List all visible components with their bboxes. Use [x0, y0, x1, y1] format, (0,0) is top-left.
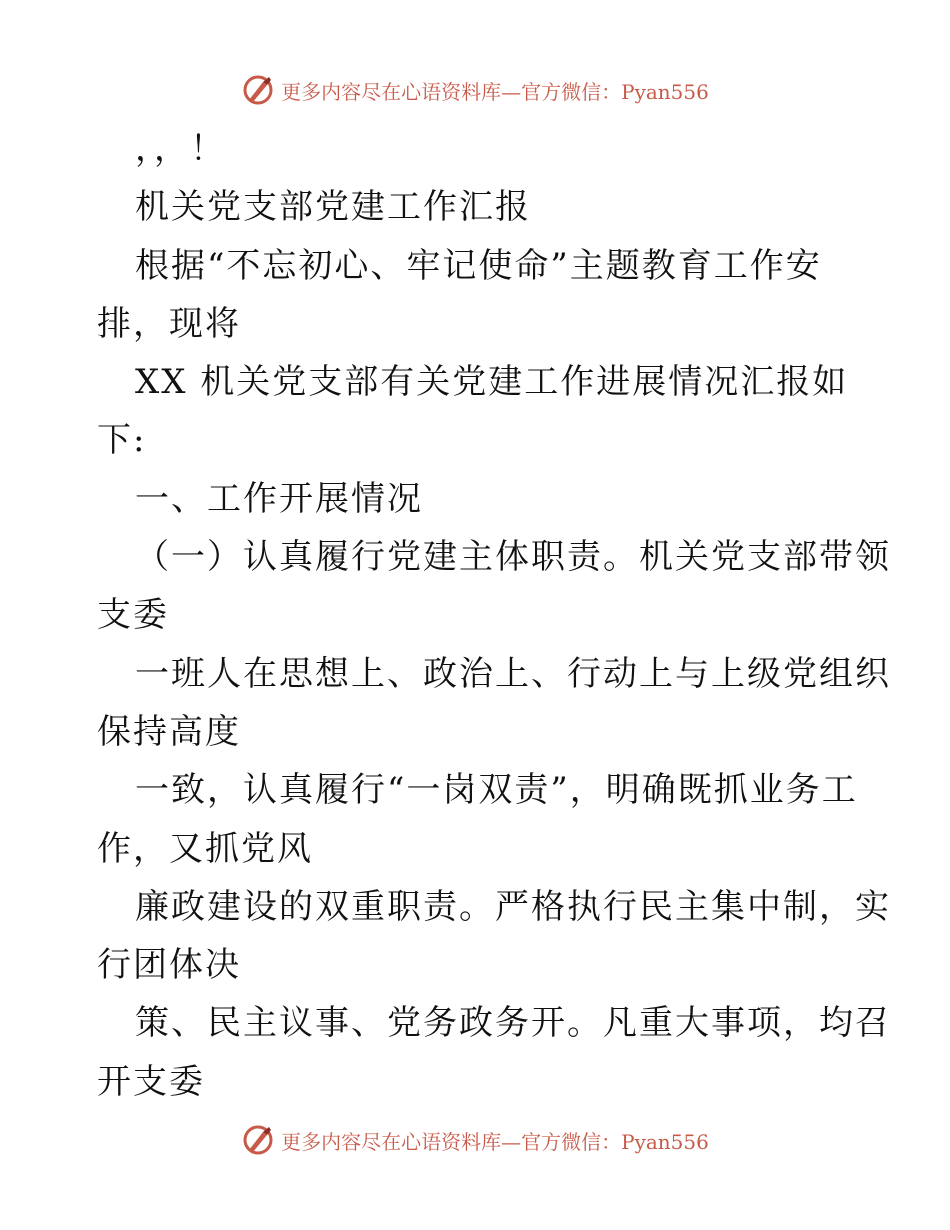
watermark-text [281, 76, 709, 105]
document-line: 保持高度 [97, 711, 241, 752]
document-body [97, 120, 891, 1111]
watermark-separator: — [501, 1129, 522, 1154]
document-line: 作，又抓党风 [97, 828, 313, 869]
quill-pen-logo-icon [241, 73, 275, 107]
watermark-brand: 更多内容尽在心语资料库 [281, 1129, 502, 1154]
document-line: 廉政建设的双重职责。严格执行民主集中制，实 [135, 886, 891, 927]
header-watermark [0, 70, 950, 110]
document-line: ，，！ [135, 129, 226, 169]
watermark-separator: — [501, 79, 522, 104]
watermark-wechat: 官方微信：Pyan556 [521, 1129, 709, 1154]
document-line: 机关党支部党建工作汇报 [135, 187, 531, 228]
document-line: 支委 [97, 595, 169, 636]
document-line: 一、工作开展情况 [135, 478, 423, 519]
document-line: （一）认真履行党建主体职责。机关党支部带领 [135, 537, 891, 578]
document-line: 一班人在思想上、政治上、行动上与上级党组织 [135, 653, 891, 694]
watermark-wechat: 官方微信：Pyan556 [521, 79, 709, 104]
document-line: 排，现将 [97, 303, 241, 344]
document-line: 行团体决 [97, 945, 241, 986]
watermark-brand: 更多内容尽在心语资料库 [281, 79, 502, 104]
document-line: 根据“不忘初心、牢记使命”主题教育工作安 [135, 245, 822, 286]
footer-watermark [0, 1120, 950, 1160]
document-line: 一致，认真履行“一岗双责”，明确既抓业务工 [135, 770, 858, 811]
document-line: 开支委 [97, 1061, 205, 1102]
document-line: 策、民主议事、党务政务开。凡重大事项，均召 [135, 1003, 891, 1044]
quill-pen-logo-icon [241, 1123, 275, 1157]
document-line: 下: [97, 420, 147, 461]
watermark-text [281, 1126, 709, 1155]
document-line: XX 机关党支部有关党建工作进展情况汇报如 [135, 362, 849, 403]
